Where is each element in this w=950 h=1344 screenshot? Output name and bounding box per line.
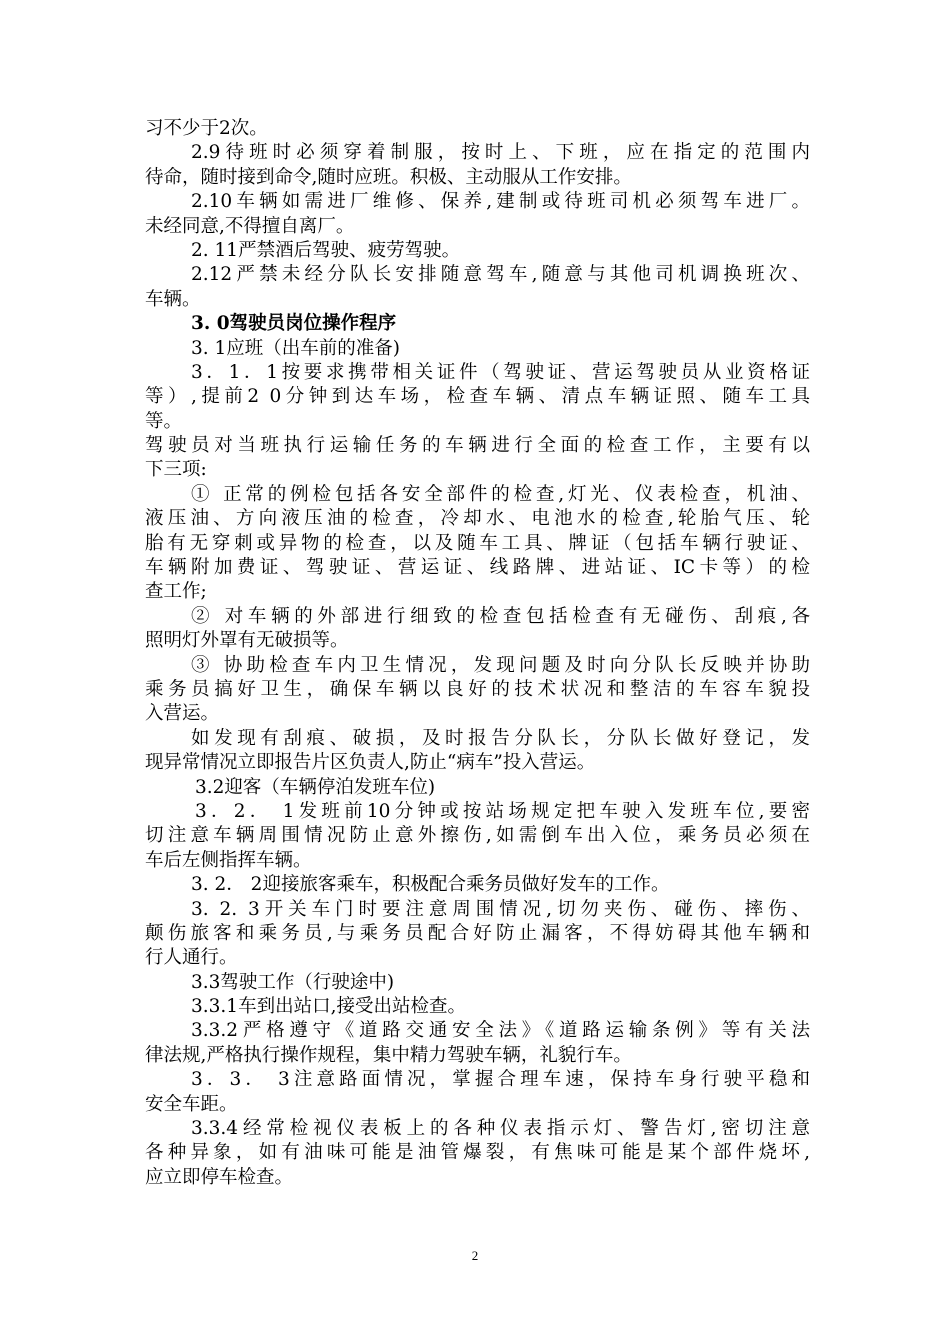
text-line: 照明灯外罩有无破损等。 <box>145 630 349 652</box>
text-line: 现异常情况立即报告片区负责人,防止“病车”投入营运。 <box>145 752 596 774</box>
text-line: 等。 <box>145 410 183 432</box>
text-line: 乘务员搞好卫生，确保车辆以良好的技术状况和整洁的车容车貌投 <box>145 678 810 700</box>
text-line: 3．3． 3注意路面情况，掌握合理车速，保持车身行驶平稳和 <box>191 1069 810 1091</box>
text-line: ③ 协助检查车内卫生情况，发现问题及时向分队长反映并协助 <box>191 654 810 676</box>
text-line: 3．1．1按要求携带相关证件（驾驶证、营运驾驶员从业资格证 <box>191 361 810 383</box>
text-line: 3.3.2严格遵守《道路交通安全法》《道路运输条例》等有关法 <box>191 1020 810 1042</box>
text-line: 安全车距。 <box>145 1093 238 1115</box>
text-line: 车辆。 <box>145 288 201 310</box>
text-line: 液压油、方向液压油的检查，冷却水、电池水的检查,轮胎气压、轮 <box>145 508 810 530</box>
text-line: 待命，随时接到命令,随时应班。积极、主动服从工作安排。 <box>145 166 632 188</box>
text-line: 等）,提前2 0分钟到达车场，检查车辆、清点车辆证照、随车工具 <box>145 386 810 408</box>
text-line: 2.12严禁未经分队长安排随意驾车,随意与其他司机调换班次、 <box>191 264 810 286</box>
text-line: 2.9待班时必须穿着制服，按时上、下班，应在指定的范围内 <box>191 142 810 164</box>
section-heading: 3. 0驾驶员岗位操作程序 <box>191 313 397 335</box>
text-line: 如发现有刮痕、破损，及时报告分队长，分队长做好登记，发 <box>191 727 810 749</box>
text-line: 3.3.1车到出站口,接受出站检查。 <box>191 996 466 1018</box>
text-line: 应立即停车检查。 <box>145 1166 294 1188</box>
text-line: 3．2． 1发班前10分钟或按站场规定把车驶入发班车位,要密 <box>195 800 810 822</box>
text-line: 行人通行。 <box>145 947 238 969</box>
text-line: 3.2迎客（车辆停泊发班车位) <box>195 776 436 798</box>
text-line: 3. 2． 2迎接旅客乘车，积极配合乘务员做好发车的工作。 <box>191 874 670 896</box>
text-line: 律法规,严格执行操作规程，集中精力驾驶车辆，礼貌行车。 <box>145 1044 632 1066</box>
document-body <box>145 117 810 1190</box>
text-line: 2.10车辆如需进厂维修、保养,建制或待班司机必须驾车进厂。 <box>191 191 810 213</box>
text-line: 查工作; <box>145 581 207 603</box>
text-line: 颠伤旅客和乘务员,与乘务员配合好防止漏客，不得妨碍其他车辆和 <box>145 922 810 944</box>
text-line: ① 正常的例检包括各安全部件的检查,灯光、仪表检查，机油、 <box>191 483 810 505</box>
text-line: 驾驶员对当班执行运输任务的车辆进行全面的检查工作，主要有以 <box>145 435 810 457</box>
text-line: 未经同意,不得擅自离厂。 <box>145 215 355 237</box>
text-line: 3.3.4经常检视仪表板上的各种仪表指示灯、警告灯,密切注意 <box>191 1118 810 1140</box>
text-line: 2. 11严禁酒后驾驶、疲劳驾驶。 <box>191 239 461 261</box>
text-line: ② 对车辆的外部进行细致的检查包括检查有无碰伤、刮痕,各 <box>191 605 810 627</box>
text-line: 切注意车辆周围情况防止意外擦伤,如需倒车出入位，乘务员必须在 <box>145 825 810 847</box>
text-line: 3. 1应班（出车前的准备) <box>191 337 401 359</box>
page-number: 2 <box>471 1248 479 1263</box>
text-line: 3. 2. 3开关车门时要注意周围情况,切勿夹伤、碰伤、摔伤、 <box>191 898 810 920</box>
text-line: 入营运。 <box>145 703 220 725</box>
text-line: 习不少于2次。 <box>145 118 268 139</box>
text-line: 3.3驾驶工作（行驶途中) <box>191 971 395 993</box>
text-line: 车后左侧指挥车辆。 <box>145 849 312 871</box>
text-line: 胎有无穿刺或异物的检查，以及随车工具、牌证（包括车辆行驶证、 <box>145 532 810 554</box>
text-line: 车辆附加费证、驾驶证、营运证、线路牌、进站证、IC卡等）的检 <box>145 557 810 579</box>
text-line: 各种异象，如有油味可能是油管爆裂，有焦味可能是某个部件烧坏, <box>145 1142 810 1164</box>
text-line: 下三项: <box>145 459 207 481</box>
